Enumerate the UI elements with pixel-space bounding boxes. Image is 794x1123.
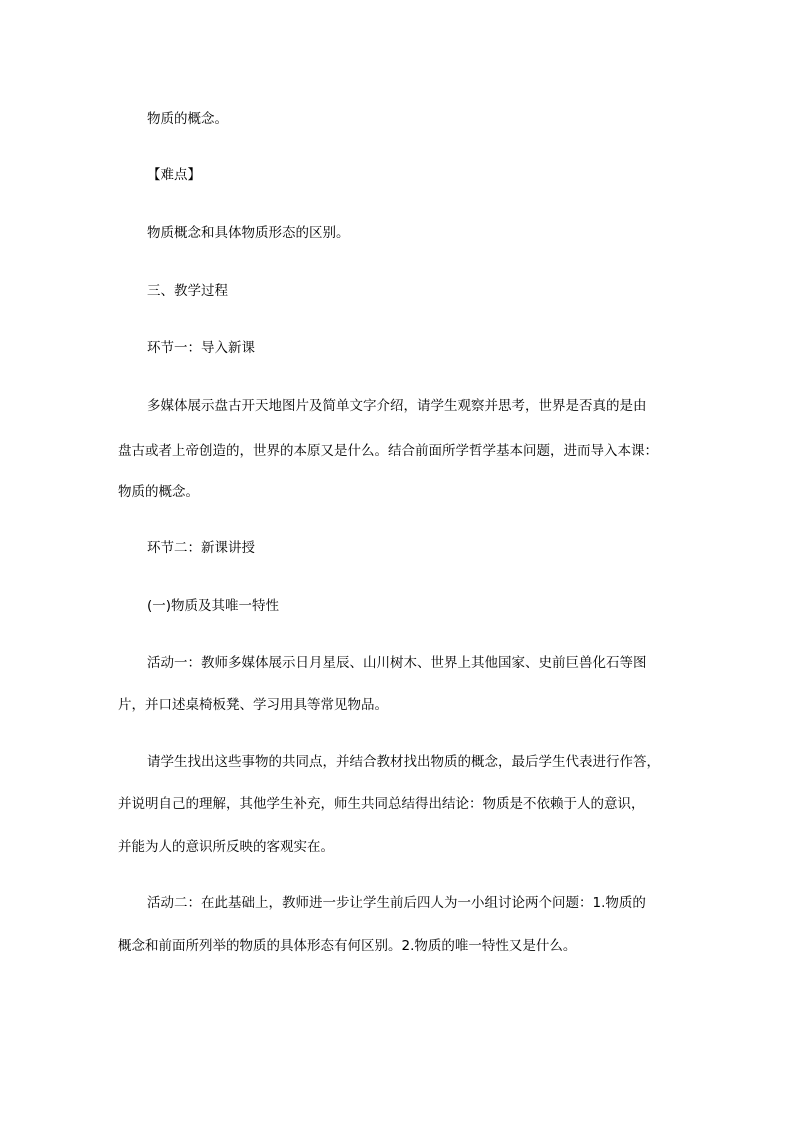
paragraph-line-6: 多媒体展示盘古开天地图片及简单文字介绍，请学生观察并思考，世界是否真的是由 <box>147 398 647 414</box>
paragraph-line-7: 盘古或者上帝创造的，世界的本原又是什么。结合前面所学哲学基本问题，进而导入本课： <box>118 443 658 459</box>
text-line-1: 物质的概念。 <box>147 111 228 127</box>
subheading-step-two: 环节二：新课讲授 <box>147 540 255 556</box>
subheading-matter-property: (一)物质及其唯一特性 <box>147 598 280 614</box>
section-heading-difficulty: 【难点】 <box>147 167 201 183</box>
paragraph-line-16: 活动二：在此基础上，教师进一步让学生前后四人为一小组讨论两个问题：1.物质的 <box>147 895 646 911</box>
paragraph-line-14: 并说明自己的理解，其他学生补充，师生共同总结得出结论：物质是不依赖于人的意识， <box>118 796 645 812</box>
section-heading-teaching-process: 三、教学过程 <box>147 283 228 299</box>
paragraph-line-8: 物质的概念。 <box>118 484 199 500</box>
paragraph-line-13: 请学生找出这些事物的共同点，并结合教材找出物质的概念，最后学生代表进行作答， <box>147 754 660 770</box>
text-line-3: 物质概念和具体物质形态的区别。 <box>147 225 350 241</box>
paragraph-line-12: 片，并口述桌椅板凳、学习用具等常见物品。 <box>118 697 388 713</box>
paragraph-line-11: 活动一：教师多媒体展示日月星辰、山川树木、世界上其他国家、史前巨兽化石等图 <box>147 655 647 671</box>
paragraph-line-17: 概念和前面所列举的物质的具体形态有何区别。2.物质的唯一特性又是什么。 <box>118 938 577 954</box>
subheading-step-one: 环节一：导入新课 <box>147 340 255 356</box>
paragraph-line-15: 并能为人的意识所反映的客观实在。 <box>118 839 334 855</box>
